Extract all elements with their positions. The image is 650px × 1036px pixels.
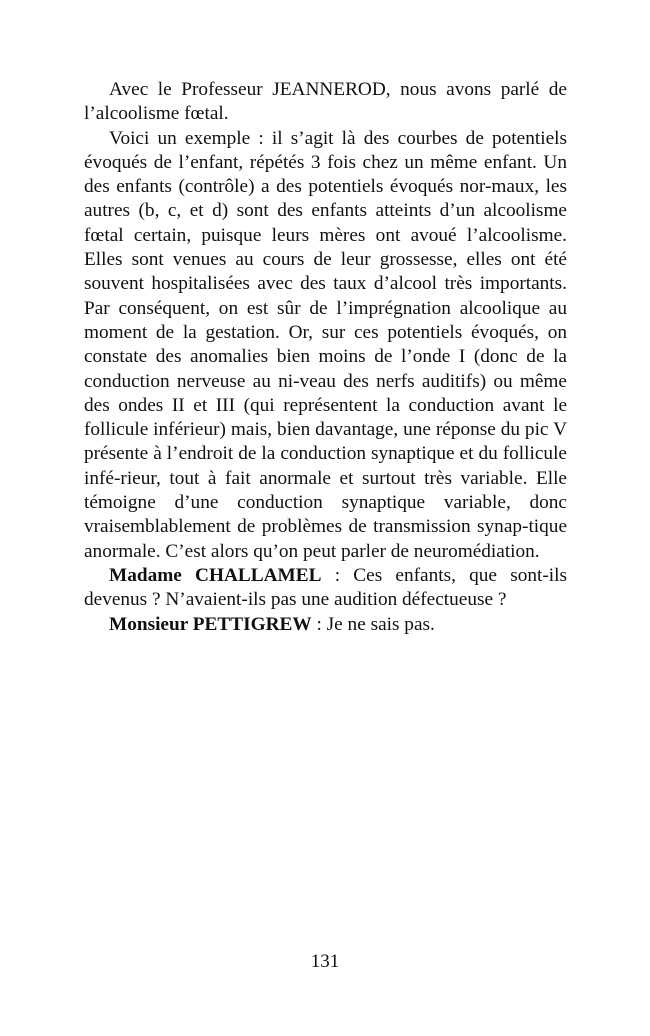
paragraph-intro — [84, 78, 567, 127]
paragraph-text: Avec le Professeur JEANNEROD, nous avons parlé de l’alcoolisme fœtal. — [84, 79, 567, 125]
paragraph-text: : Ces enfants, que sont-ils devenus ? N’avaient-ils pas une audition défectueuse ? — [84, 564, 567, 611]
speaker-name: Monsieur PETTIGREW — [109, 613, 312, 635]
speaker-name: Madame CHALLAMEL — [109, 564, 322, 586]
paragraph-question — [84, 564, 567, 613]
paragraph-answer — [84, 613, 567, 637]
page-number: 131 — [310, 951, 340, 972]
paragraph-text: : Je ne sais pas. — [311, 613, 435, 635]
paragraph-example — [84, 127, 567, 564]
paragraph-text: Voici un exemple : il s’agit là des courbes de potentiels évoqués de l’enfant, répétés 3 fois chez un même enfant. Un des enfants (contrôle) a des potentiels évoqués nor-maux, les autres (b, c, et d) sont des enfants atteints d’un alcoolisme fœtal certain, puisque leurs mères ont avoué l’alcoolisme. Elles sont venues au cours de leur grossesse, elles ont été souvent hospitalisées avec des taux d’alcool très importants. Par conséquent, on est sûr de l’imprégnation alcoolique au moment de la gestation. Or, sur ces potentiels évoqués, on constate des anomalies bien moins de l’onde I (donc de la conduction nerveuse au ni-veau des nerfs auditifs) ou même des ondes II et III (qui représentent la conduction avant le follicule inférieur) mais, bien davantage, une réponse du pic V présente à l’endroit de la conduction synaptique et du follicule infé-rieur, tout à fait anormale et surtout très variable. Elle témoigne d’une conduction synaptique variable, donc vraisemblablement de problèmes de transmission synap-tique anormale. C’est alors qu’on peut parler de neuromédiation. — [84, 127, 567, 562]
body-text — [84, 78, 567, 637]
